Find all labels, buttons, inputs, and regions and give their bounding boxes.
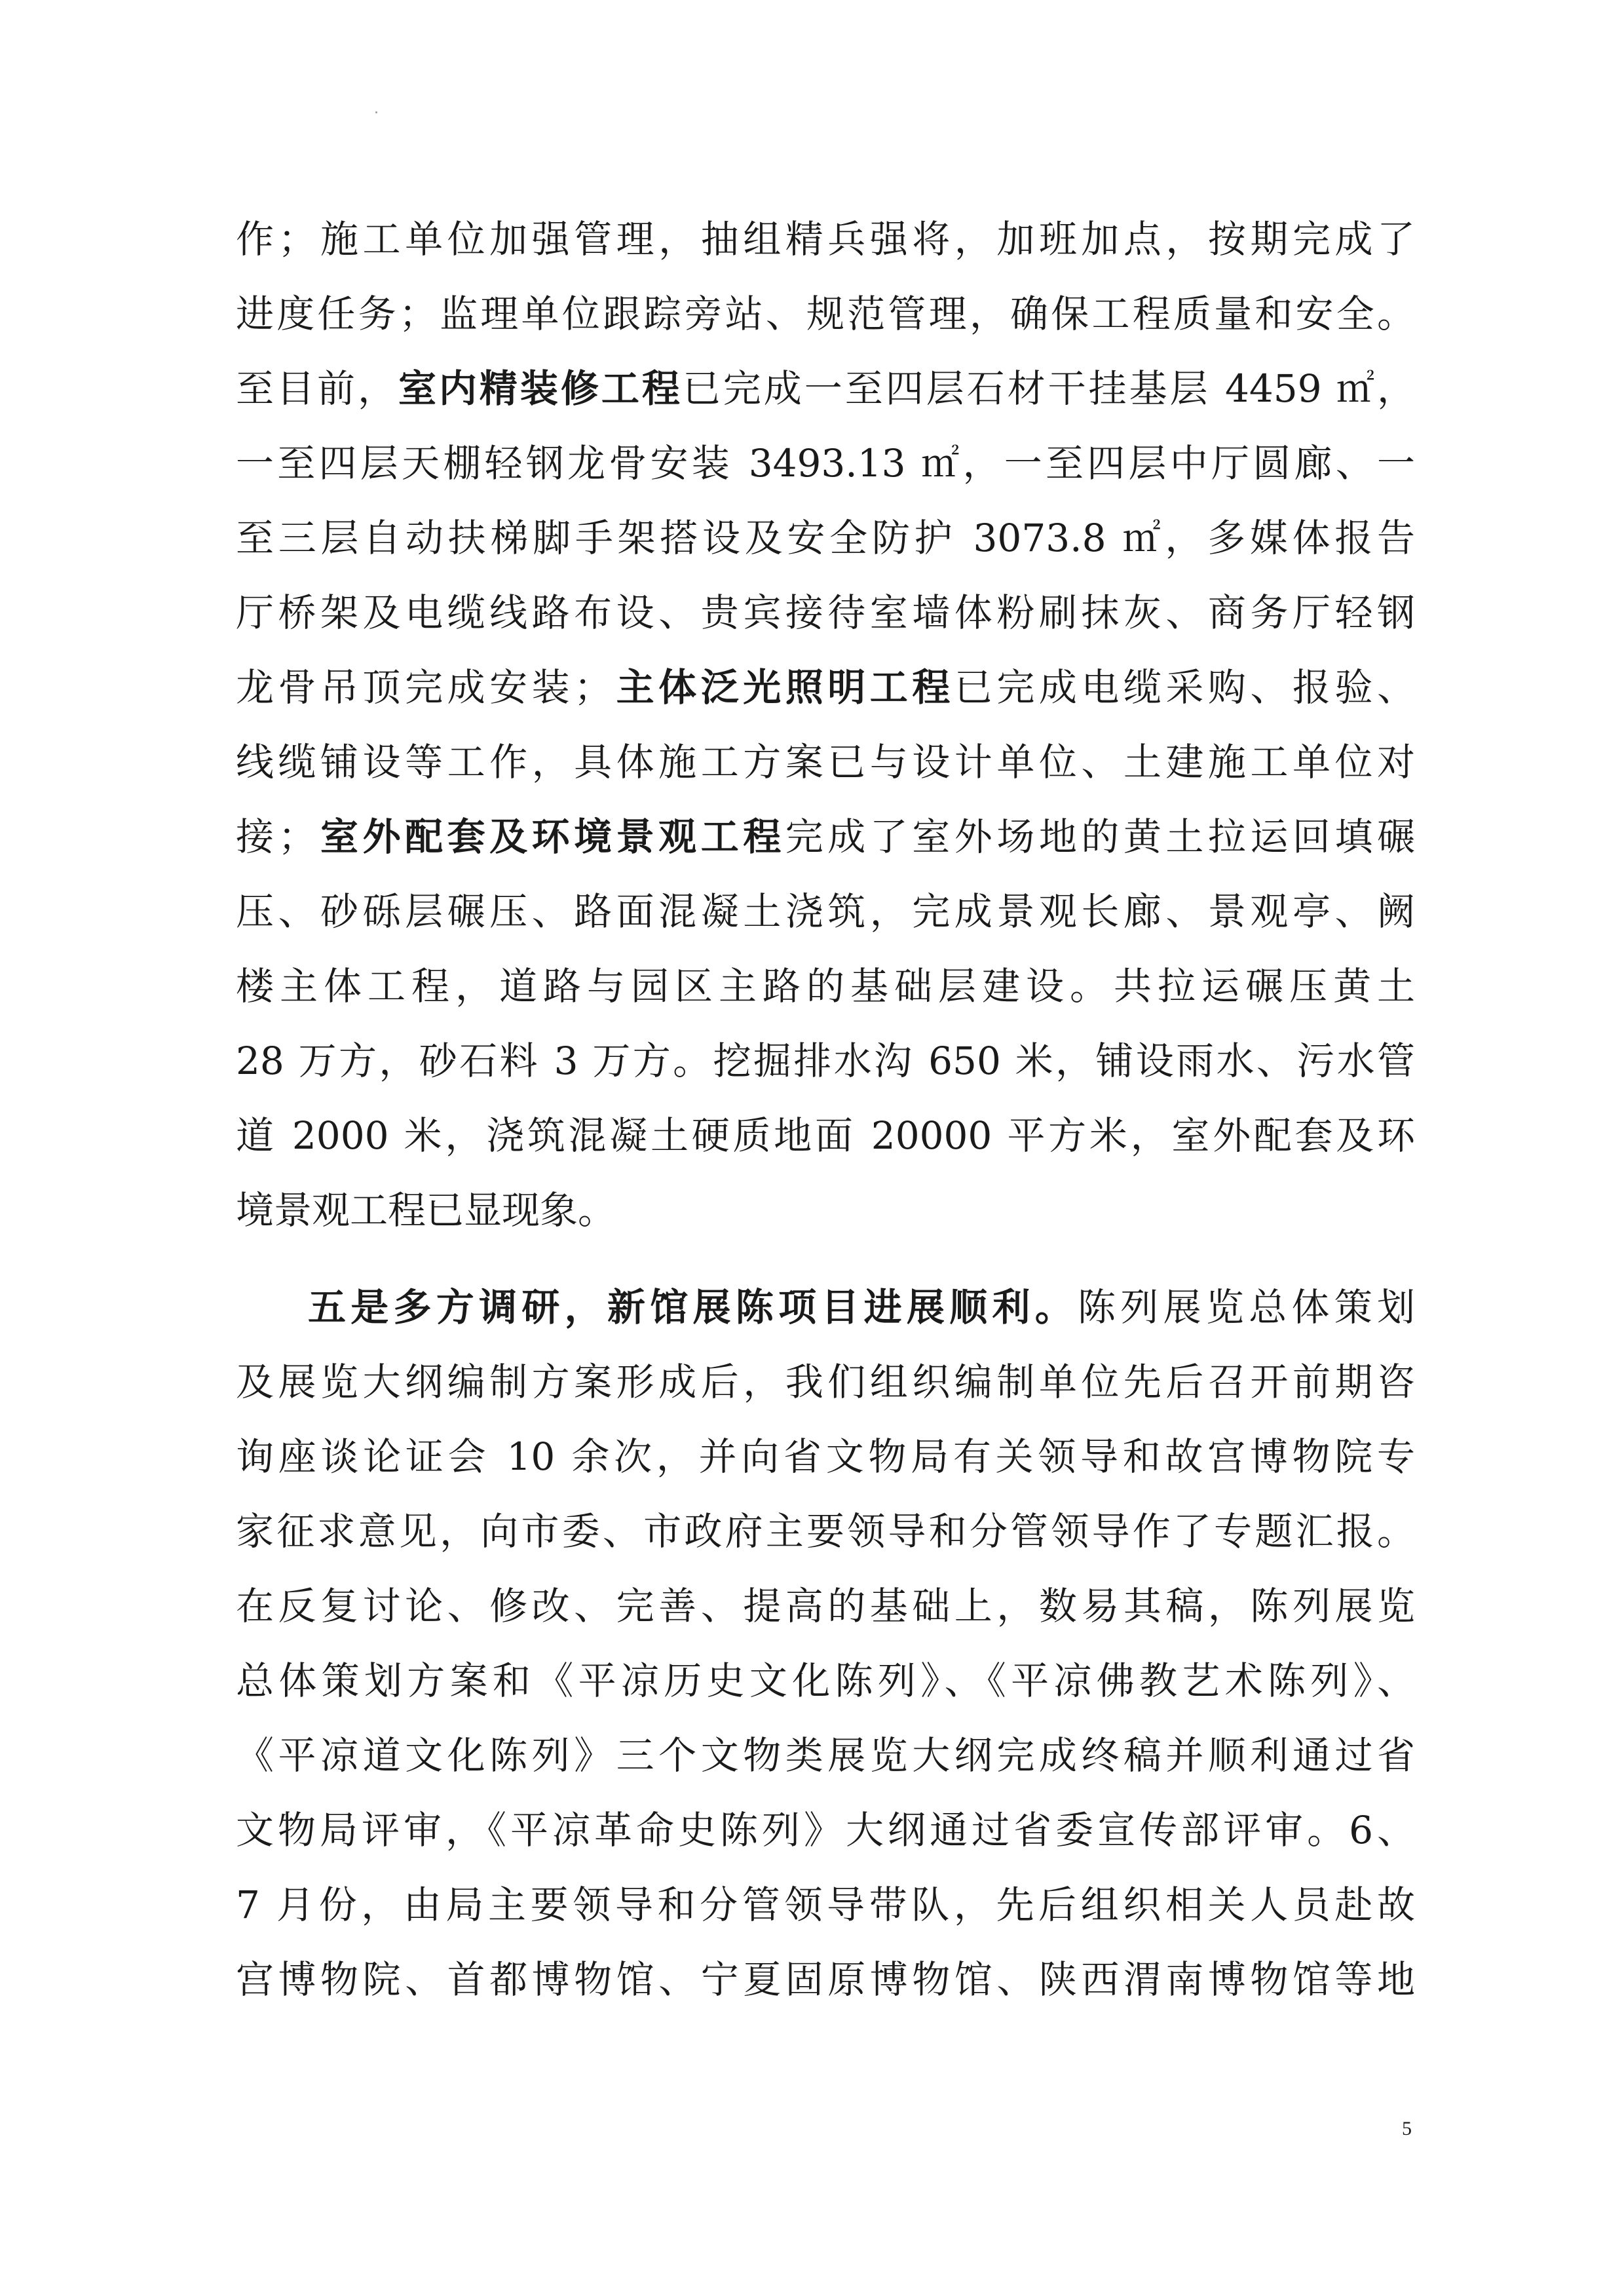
text-line: 至目前，室内精装修工程已完成一至四层石材干挂基层 4459 ㎡， (236, 366, 1415, 411)
page-number: 5 (1402, 2118, 1412, 2139)
text-line: 五是多方调研，新馆展陈项目进展顺利。陈列展览总体策划 (308, 1285, 1415, 1330)
text-line: 询座谈论证会 10 余次，并向省文物局有关领导和故宫博物院专 (236, 1434, 1415, 1479)
bold-heading-inline: 室内精装修工程 (398, 366, 683, 411)
text-line: 作；施工单位加强管理，抽组精兵强将，加班加点，按期完成了 (236, 217, 1415, 261)
text-line: 道 2000 米，浇筑混凝土硬质地面 20000 平方米，室外配套及环 (236, 1113, 1415, 1158)
text-line: 压、砂砾层碾压、路面混凝土浇筑，完成景观长廊、景观亭、阙 (236, 889, 1415, 934)
text-line: 线缆铺设等工作，具体施工方案已与设计单位、土建施工单位对 (236, 740, 1415, 784)
text-line: 楼主体工程，道路与园区主路的基础层建设。共拉运碾压黄土 (236, 964, 1415, 1008)
scan-speck (375, 111, 377, 113)
text-line: 接；室外配套及环境景观工程完成了室外场地的黄土拉运回填碾 (236, 814, 1415, 859)
text-line: 文物局评审，《平凉革命史陈列》大纲通过省委宣传部评审。6、 (236, 1808, 1415, 1852)
text-line: 至三层自动扶梯脚手架搭设及安全防护 3073.8 ㎡，多媒体报告 (236, 516, 1415, 560)
bold-heading-inline: 主体泛光照明工程 (612, 665, 954, 710)
text-line: 境景观工程已显现象。 (236, 1188, 616, 1233)
text-line: 进度任务；监理单位跟踪旁站、规范管理，确保工程质量和安全。 (236, 292, 1415, 336)
text-line: 龙骨吊顶完成安装；主体泛光照明工程已完成电缆采购、报验、 (236, 665, 1415, 710)
text-line: 家征求意见，向市委、市政府主要领导和分管领导作了专题汇报。 (236, 1509, 1415, 1554)
text-line: 28 万方，砂石料 3 万方。挖掘排水沟 650 米，铺设雨水、污水管 (236, 1039, 1415, 1083)
text-line: 在反复讨论、修改、完善、提高的基础上，数易其稿，陈列展览 (236, 1584, 1415, 1628)
text-line: 及展览大纲编制方案形成后，我们组织编制单位先后召开前期咨 (236, 1360, 1415, 1404)
text-line: 7 月份，由局主要领导和分管领导带队，先后组织相关人员赴故 (236, 1883, 1415, 1927)
text-line: 厅桥架及电缆线路布设、贵宾接待室墙体粉刷抹灰、商务厅轻钢 (236, 590, 1415, 635)
text-line: 一至四层天棚轻钢龙骨安装 3493.13 ㎡，一至四层中厅圆廊、一 (236, 441, 1415, 486)
text-line: 宫博物院、首都博物馆、宁夏固原博物馆、陕西渭南博物馆等地 (236, 1957, 1415, 2002)
text-line: 总体策划方案和《平凉历史文化陈列》、《平凉佛教艺术陈列》、 (236, 1658, 1415, 1703)
paragraph-heading: 五是多方调研，新馆展陈项目进展顺利。 (308, 1285, 1078, 1330)
bold-heading-inline: 室外配套及环境景观工程 (316, 814, 785, 859)
text-line: 《平凉道文化陈列》三个文物类展览大纲完成终稿并顺利通过省 (236, 1733, 1415, 1778)
